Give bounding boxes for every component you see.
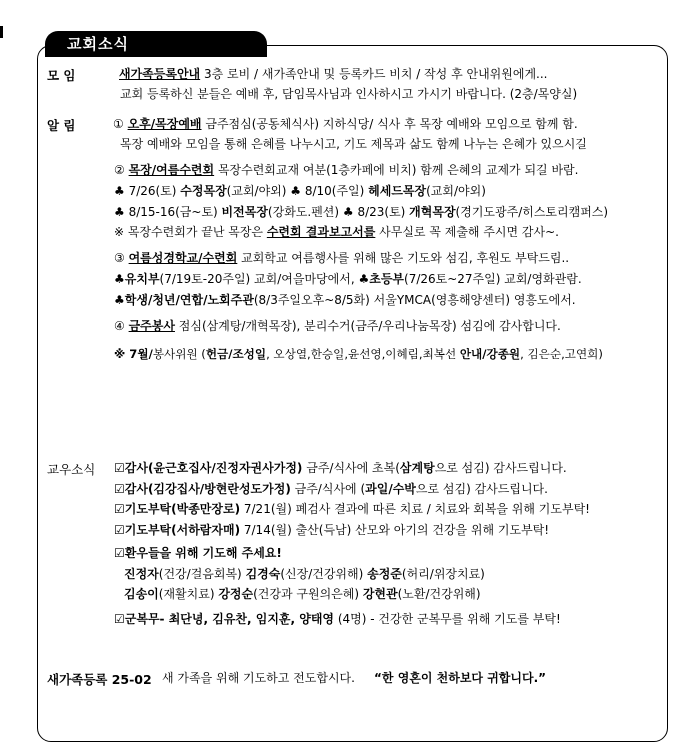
schedule-date: ♣ 8/10(주일) — [286, 184, 369, 198]
schedule-date: ♣ 8/23(토) — [342, 205, 410, 219]
member-news-3 — [114, 501, 590, 517]
patient-name: 김경숙 — [245, 567, 281, 581]
member-news-text: 7/14(월) 출산(득남) 산모와 아기의 건강을 위해 기도부탁! — [240, 523, 550, 537]
dept-detail: (7/19토-20주일) 교회/여을마당에서, — [159, 272, 359, 286]
notice-2-note — [114, 224, 559, 240]
notice-2-number: ② — [114, 163, 125, 177]
patient-name: 강현관 — [362, 587, 398, 601]
dept-detail: (8/3주일오후~8/5화) 서울YMCA(영흥해양센터) 영흥도에서. — [253, 293, 576, 307]
schedule-date: ♣ 8/15-16(금~토) — [114, 205, 222, 219]
member-news-heading: ☑감사(윤근호집사/진정자권사가정) — [114, 461, 303, 475]
notice-5-text: 봉사위원 ( — [152, 347, 206, 361]
meeting-line-1 — [119, 66, 548, 82]
schedule-group: 비전목장 — [221, 205, 268, 219]
note-text: 사무실로 꼭 제출해 주시면 감사~. — [375, 225, 559, 239]
member-news-heading: ☑감사(김강집사/방현란성도가정) — [114, 482, 291, 496]
member-news-text: 으로 섬김) 감사드립니다. — [415, 482, 548, 496]
patient-name: 강정순 — [218, 587, 254, 601]
member-news-heading: ☑기도부탁(서하람자매) — [114, 523, 241, 537]
member-news-text: 금주/식사에 ( — [290, 482, 366, 496]
notice-2-schedule-row-2 — [114, 204, 608, 220]
patient-note: (건강/걸음회복) — [158, 567, 246, 581]
label-member-news: 교우소식 — [47, 462, 96, 477]
member-news-heading: ☑기도부탁(박종만장로) — [114, 502, 241, 516]
notice-4-line — [114, 318, 561, 334]
label-notice: 알 림 — [47, 118, 76, 133]
member-news-text: 으로 섬김) 감사드립니다. — [434, 461, 567, 475]
schedule-group: 개혁목장 — [409, 205, 456, 219]
new-family-text: 새 가족을 위해 기도하고 전도합시다. — [162, 671, 355, 685]
member-news-heading: ☑군복무- — [114, 612, 169, 626]
label-new-family: 새가족등록 25-02 — [47, 672, 152, 687]
member-news-heading: ☑환우들을 위해 기도해 주세요! — [114, 546, 282, 560]
member-news-highlight: 삼계탕 — [399, 461, 435, 475]
patient-name: 김송이 — [124, 587, 159, 601]
notice-5-text: , 김은순,고연희) — [520, 347, 603, 361]
new-family-guide-heading: 새가족등록안내 — [119, 67, 201, 81]
schedule-place: (경기도광주/히스토리캠퍼스) — [455, 205, 609, 219]
patient-note: (노환/건강위해) — [397, 587, 481, 601]
patients-row-1 — [124, 566, 485, 582]
section-title: 교회소식 — [45, 31, 267, 57]
schedule-place: (교회/야외) — [426, 184, 486, 198]
patient-note: (재활치료) — [158, 587, 219, 601]
patient-note: (건강과 구원의은혜) — [253, 587, 363, 601]
notice-1-heading: 오후/목장예배 — [127, 117, 202, 131]
member-news-text: 금주/식사에 초복( — [302, 461, 400, 475]
notice-2-heading: 목장/여름수련회 — [128, 163, 215, 177]
dept-name: ♣학생/청년/연합/노회주관 — [114, 293, 254, 307]
notice-5-line — [114, 346, 603, 362]
member-news-1 — [114, 460, 567, 476]
notice-3-text: 교회학교 여름행사를 위해 많은 기도와 섬김, 후원도 부탁드림.. — [237, 251, 570, 265]
notice-5-text: , 오상열,한승일,윤선영,이혜림,최복선 — [266, 347, 460, 361]
notice-5-offering: 헌금/조성일 — [205, 347, 267, 361]
notice-5-month: ※ 7월/ — [114, 347, 153, 361]
notice-3-heading: 여름성경학교/수련회 — [128, 251, 238, 265]
notice-3-line-1 — [114, 250, 569, 266]
notice-5-guide: 안내/강종원 — [459, 347, 521, 361]
member-news-4 — [114, 522, 549, 538]
notice-4-text: 점심(삼계탕/개혁목장), 분리수거(금주/우리나눔목장) 섬김에 감사합니다. — [174, 319, 561, 333]
note-text: ※ 목장수련회가 끝난 목장은 — [114, 225, 267, 239]
new-family-line — [162, 670, 546, 686]
schedule-group: 수정목장 — [180, 184, 227, 198]
note-heading: 수련회 결과보고서를 — [266, 225, 376, 239]
notice-3-number: ③ — [114, 251, 125, 265]
dept-detail: (7/26토~27주일) 교회/영화관람. — [404, 272, 582, 286]
meeting-line-2: 교회 등록하신 분들은 예배 후, 담임목사님과 인사하시고 가시기 바랍니다. (2층/목양실) — [120, 87, 578, 101]
label-meeting: 모 임 — [47, 68, 76, 83]
member-news-2 — [114, 481, 548, 497]
member-news-text: (4명) - 건강한 군복무를 위해 기도를 부탁! — [334, 612, 561, 626]
notice-2-schedule-row-1 — [114, 183, 486, 199]
notice-1-number: ① — [113, 117, 124, 131]
member-news-highlight: 과일/수박 — [365, 482, 416, 496]
patient-name: 송정준 — [367, 567, 402, 581]
notice-2-line-1 — [114, 162, 578, 178]
notice-4-heading: 금주봉사 — [128, 319, 175, 333]
dept-name: ♣유치부 — [114, 272, 160, 286]
schedule-place: (교회/야외) — [226, 184, 287, 198]
patient-note: (허리/위장치료) — [401, 567, 485, 581]
schedule-place: (강화도.펜션) — [267, 205, 343, 219]
member-news-text: 7/21(월) 폐검사 결과에 따른 치료 / 치료와 회복을 위해 기도부탁! — [240, 502, 590, 516]
schedule-group: 헤세드목장 — [368, 184, 427, 198]
page-edge-mark — [0, 26, 3, 38]
member-news-5 — [114, 545, 282, 561]
new-family-quote: “한 영혼이 천하보다 귀합니다.” — [374, 671, 547, 685]
notice-1-line-1 — [113, 116, 578, 132]
notice-4-number: ④ — [114, 319, 125, 333]
notice-1-line-2: 목장 예배와 모임을 통해 은혜를 나누시고, 기도 제목과 삶도 함께 나누는 은혜가 있으시길 — [120, 137, 587, 151]
patients-row-2 — [124, 586, 481, 602]
notice-3-line-2 — [114, 271, 582, 287]
schedule-date: ♣ 7/26(토) — [114, 184, 181, 198]
notice-1-text: 금주점심(공동체식사) 지하식당/ 식사 후 목장 예배와 모임으로 함께 함. — [201, 117, 578, 131]
meeting-line-1-text: 3층 로비 / 새가족안내 및 등록카드 비치 / 작성 후 안내위원에게... — [200, 67, 548, 81]
notice-3-line-3 — [114, 292, 576, 308]
notice-2-text: 목장수련회교재 여분(1층카페에 비치) 함께 은혜의 교제가 되길 바람. — [214, 163, 579, 177]
dept-name: ♣초등부 — [358, 272, 405, 286]
patient-name: 진정자 — [124, 567, 159, 581]
soldier-names: 최단녕, 김유찬, 임지훈, 양태영 — [168, 612, 335, 626]
patient-note: (신장/건강위해) — [280, 567, 368, 581]
member-news-6 — [114, 611, 561, 627]
